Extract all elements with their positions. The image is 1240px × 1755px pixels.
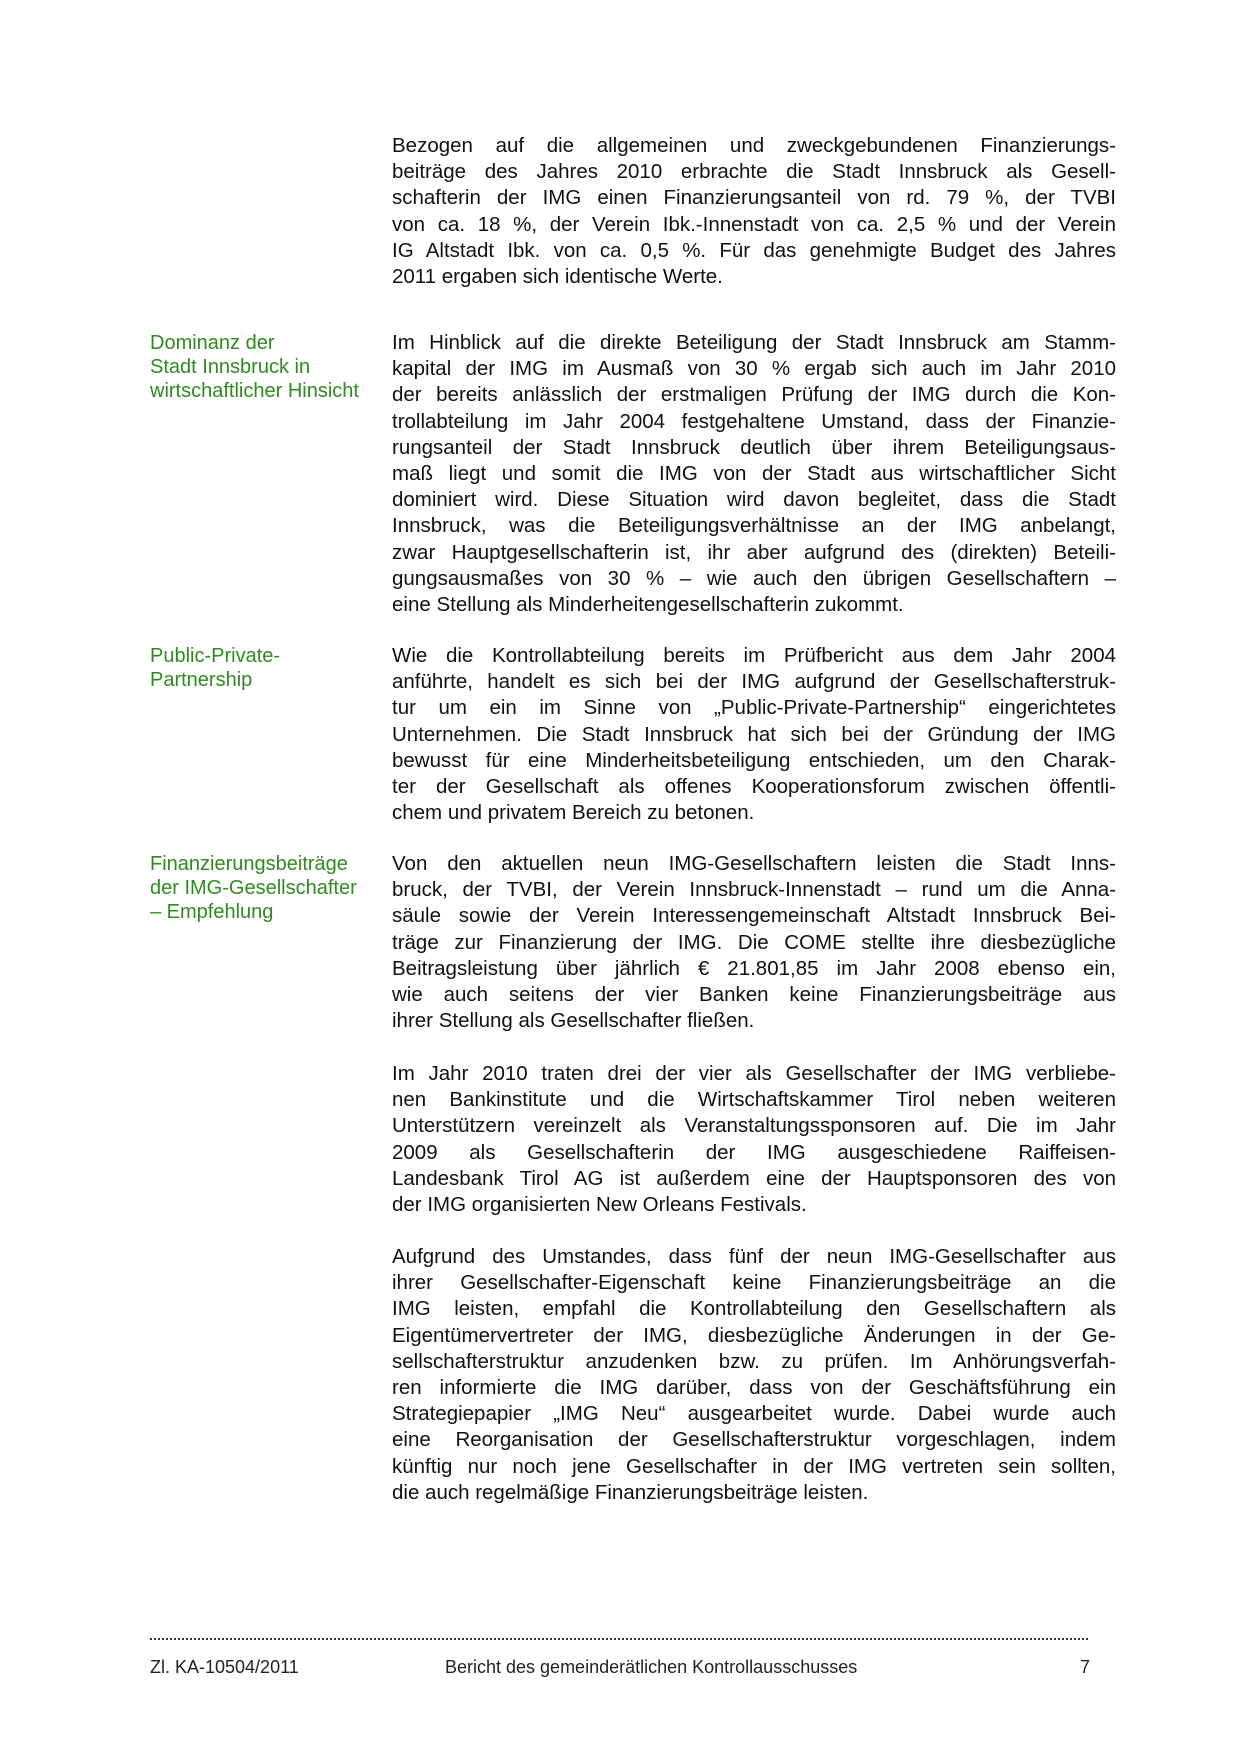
sidenote-line: Stadt Innsbruck in — [150, 356, 311, 378]
sidenote-dominanz — [150, 331, 380, 403]
paragraph-recommendation — [392, 1244, 1116, 1506]
sidenote-line: – Empfehlung — [150, 901, 274, 923]
text-line: der IMG organisierten New Orleans Festivals. — [392, 1192, 807, 1216]
text-line: schafterin der IMG einen Finanzierungsanteil von rd. 79 %, der TVBI — [392, 186, 1116, 210]
text-line: Landesbank Tirol AG ist außerdem eine der Hauptsponsoren des von — [392, 1166, 1116, 1190]
text-line: maß liegt und somit die IMG von der Stadt aus wirtschaftlicher Sicht — [392, 461, 1116, 485]
text-line: wie auch seitens der vier Banken keine Finanzierungsbeiträge aus — [392, 982, 1116, 1006]
paragraph-sponsors — [392, 1061, 1116, 1218]
text-line: der bereits anlässlich der erstmaligen Prüfung der IMG durch die Kon- — [392, 383, 1116, 407]
text-line: Strategiepapier „IMG Neu“ ausgearbeitet wurde. Dabei wurde auch — [392, 1402, 1116, 1426]
text-line: ter der Gesellschaft als offenes Kooperationsforum zwischen öffentli- — [392, 774, 1116, 798]
footer-title: Bericht des gemeinderätlichen Kontrollausschusses — [445, 1657, 858, 1677]
text-line: von ca. 18 %, der Verein Ibk.-Innenstadt von ca. 2,5 % und der Verein — [392, 212, 1116, 236]
text-line: chem und privatem Bereich zu betonen. — [392, 801, 755, 825]
sidenote-line: Partnership — [150, 669, 253, 691]
text-line: trollabteilung im Jahr 2004 festgehaltene Umstand, dass der Finanzie- — [392, 409, 1116, 433]
sidenote-line: wirtschaftlicher Hinsicht — [150, 380, 359, 402]
text-line: nen Bankinstitute und die Wirtschaftskammer Tirol neben weiteren — [392, 1088, 1116, 1112]
text-line: Bezogen auf die allgemeinen und zweckgebundenen Finanzierungs- — [392, 134, 1116, 157]
text-line: rungsanteil der Stadt Innsbruck deutlich über ihrem Beteiligungsaus- — [392, 435, 1116, 459]
text-line: eine Reorganisation der Gesellschafterstruktur vorgeschlagen, indem — [392, 1428, 1116, 1452]
page-number: 7 — [1080, 1657, 1091, 1677]
text-line: ren informierte die IMG darüber, dass von der Geschäftsführung ein — [392, 1375, 1116, 1399]
text-line: Innsbruck, was die Beteiligungsverhältnisse an der IMG anbelangt, — [392, 514, 1116, 538]
text-line: 2009 als Gesellschafterin der IMG ausgeschiedene Raiffeisen- — [392, 1140, 1116, 1164]
text-line: sellschafterstruktur anzudenken bzw. zu prüfen. Im Anhörungsverfah- — [392, 1349, 1116, 1373]
text-line: künftig nur noch jene Gesellschafter in der IMG vertreten sein sollten, — [392, 1454, 1116, 1478]
text-line: Im Hinblick auf die direkte Beteiligung der Stadt Innsbruck am Stamm- — [392, 331, 1116, 354]
text-line: 2011 ergaben sich identische Werte. — [392, 264, 723, 288]
text-line: Unternehmen. Die Stadt Innsbruck hat sich bei der Gründung der IMG — [392, 722, 1116, 746]
text-line: anführte, handelt es sich bei der IMG aufgrund der Gesellschafterstruk- — [392, 670, 1116, 694]
text-line: träge zur Finanzierung der IMG. Die COME stellte ihre diesbezügliche — [392, 930, 1116, 954]
text-line: dominiert wird. Diese Situation wird davon begleitet, dass die Stadt — [392, 488, 1116, 512]
sidenote-line: Dominanz der — [150, 332, 275, 354]
text-line: eine Stellung als Minderheitengesellschafterin zukommt. — [392, 592, 904, 616]
text-line: IMG leisten, empfahl die Kontrollabteilung den Gesellschaftern als — [392, 1297, 1116, 1321]
text-line: zwar Hauptgesellschafterin ist, ihr aber aufgrund des (direkten) Beteili- — [392, 540, 1116, 564]
text-line: kapital der IMG im Ausmaß von 30 % ergab sich auch im Jahr 2010 — [392, 357, 1116, 381]
footer-divider — [150, 1638, 1088, 1640]
paragraph-financing-shares — [392, 133, 1116, 290]
sidenote-empfehlung — [150, 852, 380, 924]
paragraph-shareholders — [392, 851, 1116, 1034]
text-line: ihrer Stellung als Gesellschafter fließen. — [392, 1009, 755, 1033]
text-line: beiträge des Jahres 2010 erbrachte die Stadt Innsbruck als Gesell- — [392, 160, 1116, 184]
text-line: Unterstützern vereinzelt als Veranstaltungssponsoren auf. Die im Jahr — [392, 1114, 1116, 1138]
text-line: gungsausmaßes von 30 % – wie auch den übrigen Gesellschaftern – — [392, 566, 1116, 590]
text-line: bruck, der TVBI, der Verein Innsbruck-Innenstadt – rund um die Anna- — [392, 878, 1116, 902]
sidenote-line: der IMG-Gesellschafter — [150, 877, 357, 899]
sidenote-ppp — [150, 644, 380, 692]
text-line: Beitragsleistung über jährlich € 21.801,85 im Jahr 2008 ebenso ein, — [392, 956, 1116, 980]
text-line: Im Jahr 2010 traten drei der vier als Gesellschafter der IMG verbliebe- — [392, 1062, 1116, 1085]
sidenote-line: Public-Private- — [150, 645, 281, 667]
text-line: bewusst für eine Minderheitsbeteiligung entschieden, um den Charak- — [392, 748, 1116, 772]
text-line: Von den aktuellen neun IMG-Gesellschaftern leisten die Stadt Inns- — [392, 852, 1116, 875]
paragraph-ppp — [392, 643, 1116, 826]
text-line: säule sowie der Verein Interessengemeinschaft Altstadt Innsbruck Bei- — [392, 904, 1116, 928]
text-line: ihrer Gesellschafter-Eigenschaft keine Finanzierungsbeiträge an die — [392, 1271, 1116, 1295]
text-line: Eigentümervertreter der IMG, diesbezügliche Änderungen in der Ge- — [392, 1323, 1116, 1347]
text-line: tur um ein im Sinne von „Public-Private-Partnership“ eingerichtetes — [392, 696, 1116, 720]
footer-reference: Zl. KA-10504/2011 — [150, 1657, 299, 1677]
sidenote-line: Finanzierungsbeiträge — [150, 853, 348, 875]
text-line: Wie die Kontrollabteilung bereits im Prüfbericht aus dem Jahr 2004 — [392, 644, 1116, 667]
text-line: die auch regelmäßige Finanzierungsbeiträge leisten. — [392, 1480, 869, 1504]
paragraph-dominanz — [392, 330, 1116, 618]
text-line: IG Altstadt Ibk. von ca. 0,5 %. Für das genehmigte Budget des Jahres — [392, 238, 1116, 262]
text-line: Aufgrund des Umstandes, dass fünf der neun IMG-Gesellschafter aus — [392, 1245, 1116, 1268]
